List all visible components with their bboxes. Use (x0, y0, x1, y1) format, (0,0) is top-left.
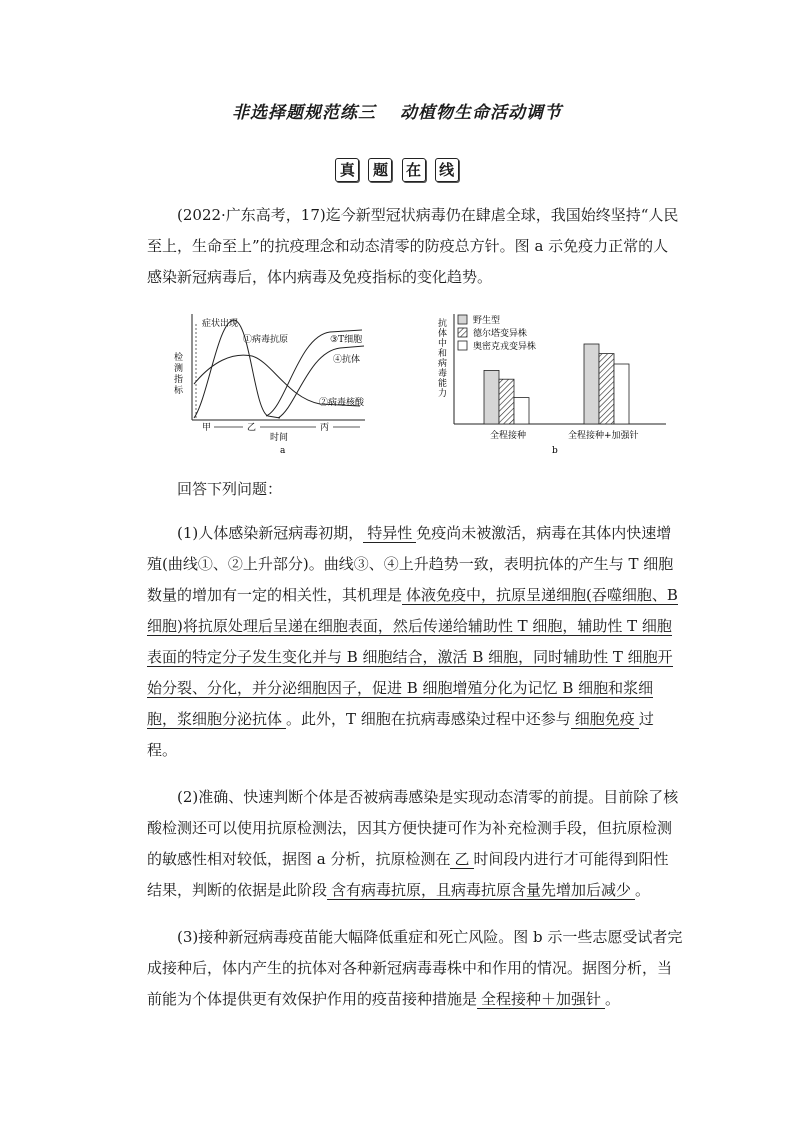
legend-label-omicron: 奥密克戎变异株 (473, 342, 537, 352)
intro-paragraph: (2022·广东高考，17)迄今新型冠状病毒仍在肆虐全球，我国始终坚持“人民至上，生命至上”的抗疫理念和动态清零的防疫总方针。图 a 示免疫力正常的人感染新冠病毒后，体内病毒及免疫指标的变化趋势。 (147, 206, 679, 286)
curve-label-antibody: ④抗体 (333, 355, 361, 365)
q1-text: (1)人体感染新冠病毒初期， (177, 524, 364, 542)
fig-b-ylabel-4: 和 (438, 349, 448, 359)
bar-1-cat-2 (584, 344, 599, 424)
q1-text: 过程。 (147, 710, 654, 759)
question-2 (147, 782, 683, 906)
legend-swatch-wild (458, 315, 467, 324)
answer-prompt: 回答下列问题： (177, 480, 283, 498)
q2-text: 。 (635, 881, 651, 899)
question-3 (147, 922, 683, 1015)
q2-answer-1: 乙 (450, 850, 473, 869)
q1-text: 免疫尚未被激活，病毒在其体内快速增殖(曲线①、②上升部分)。曲线③、④上升趋势一致，表明抗体的产生与 T 细胞数量的增加有一定的相关性，其机理是 (147, 524, 674, 604)
figure-a (170, 312, 370, 457)
bar-1-cat-1 (484, 370, 499, 424)
q1-answer-3: 细胞免疫 (571, 710, 639, 729)
badge-char: 在 (402, 158, 426, 182)
period-label-bing: 丙 (320, 423, 330, 433)
fig-a-xlabel: 时间 (270, 433, 289, 443)
q1-answer-2: 体液免疫中，抗原呈递细胞(吞噬细胞、B 细胞)将抗原处理后呈递在细胞表面，然后传递给辅助性 T 细胞，辅助性 T 细胞表面的特定分子发生变化并与 B 细胞结合，激活 B 细胞，同时辅助性 T 细胞开始分裂、分化，并分泌细胞因子，促进 B 细胞增殖分化为记忆 B 细胞和浆细胞，浆细胞分泌抗体 (147, 586, 678, 728)
curve-label-tcell: ③T细胞 (330, 335, 363, 345)
fig-b-ylabel-8: 力 (438, 389, 448, 399)
fig-b-ylabel-7: 能 (438, 379, 448, 389)
q3-text: 。 (605, 990, 621, 1008)
badge-char: 题 (368, 158, 392, 182)
fig-b-ylabel-2: 体 (438, 329, 448, 339)
badge-char: 线 (435, 158, 459, 182)
category-label-booster: 全程接种+加强针 (568, 431, 639, 441)
q2-answer-2: 含有病毒抗原，且病毒抗原含量先增加后减少 (327, 881, 635, 900)
legend-swatch-delta (458, 328, 467, 337)
period-label-yi: 乙 (247, 423, 257, 433)
fig-b-ylabel-6: 毒 (438, 369, 448, 379)
legend-swatch-omicron (458, 341, 467, 350)
figure-b (434, 312, 674, 457)
fig-b-caption: b (552, 446, 558, 456)
fig-a-ylabel-3: 指 (174, 375, 184, 385)
fig-b-ylabel-1: 抗 (438, 319, 448, 329)
fig-a-ylabel-4: 标 (174, 386, 184, 396)
bar-group (484, 344, 629, 424)
question-1 (147, 518, 683, 766)
q2-text: 时间段内进行才可能得到阳性结果，判断的依据是此阶段 (147, 850, 669, 899)
legend-label-wild: 野生型 (473, 316, 501, 326)
section-badge (0, 158, 794, 182)
curve-label-antigen: ①病毒抗原 (243, 335, 289, 345)
period-label-jia: 甲 (202, 423, 212, 433)
badge-char: 真 (335, 158, 359, 182)
fig-a-ylabel-2: 测 (174, 364, 184, 374)
symptom-label: 症状出现 (202, 319, 239, 329)
q2-text: (2)准确、快速判断个体是否被病毒感染是实现动态清零的前提。目前除了核酸检测还可以使用抗原检测法，因其方便快捷可作为补充检测手段，但抗原检测的敏感性相对较低，据图 a 分析，抗原检测在 (147, 788, 679, 868)
bar-2-cat-1 (499, 379, 514, 424)
q1-answer-1: 特异性 (363, 524, 416, 543)
q3-text: (3)接种新冠病毒疫苗能大幅降低重症和死亡风险。图 b 示一些志愿受试者完成接种后，体内产生的抗体对各种新冠病毒毒株中和作用的情况。据图分析，当前能为个体提供更有效保护作用的疫苗接种措施是 (147, 928, 683, 1008)
fig-b-ylabel-5: 病 (438, 359, 448, 369)
q1-text: 。此外，T 细胞在抗病毒感染过程中还参与 (286, 710, 571, 728)
fig-b-ylabel-3: 中 (438, 339, 448, 349)
title-right: 动植物生命活动调节 (400, 103, 562, 123)
bar-2-cat-2 (599, 354, 614, 424)
title-left: 非选择题规范练三 (232, 103, 376, 123)
legend-label-delta: 德尔塔变异株 (473, 329, 528, 339)
fig-a-caption: a (280, 446, 286, 456)
fig-a-ylabel-1: 检 (174, 353, 184, 363)
q3-answer-1: 全程接种＋加强针 (477, 990, 605, 1009)
bar-3-cat-2 (614, 364, 629, 424)
page-title (0, 98, 794, 123)
category-label-full: 全程接种 (490, 431, 527, 441)
bar-3-cat-1 (514, 398, 529, 424)
curve-label-nucleic: ②病毒核酸 (319, 398, 365, 408)
